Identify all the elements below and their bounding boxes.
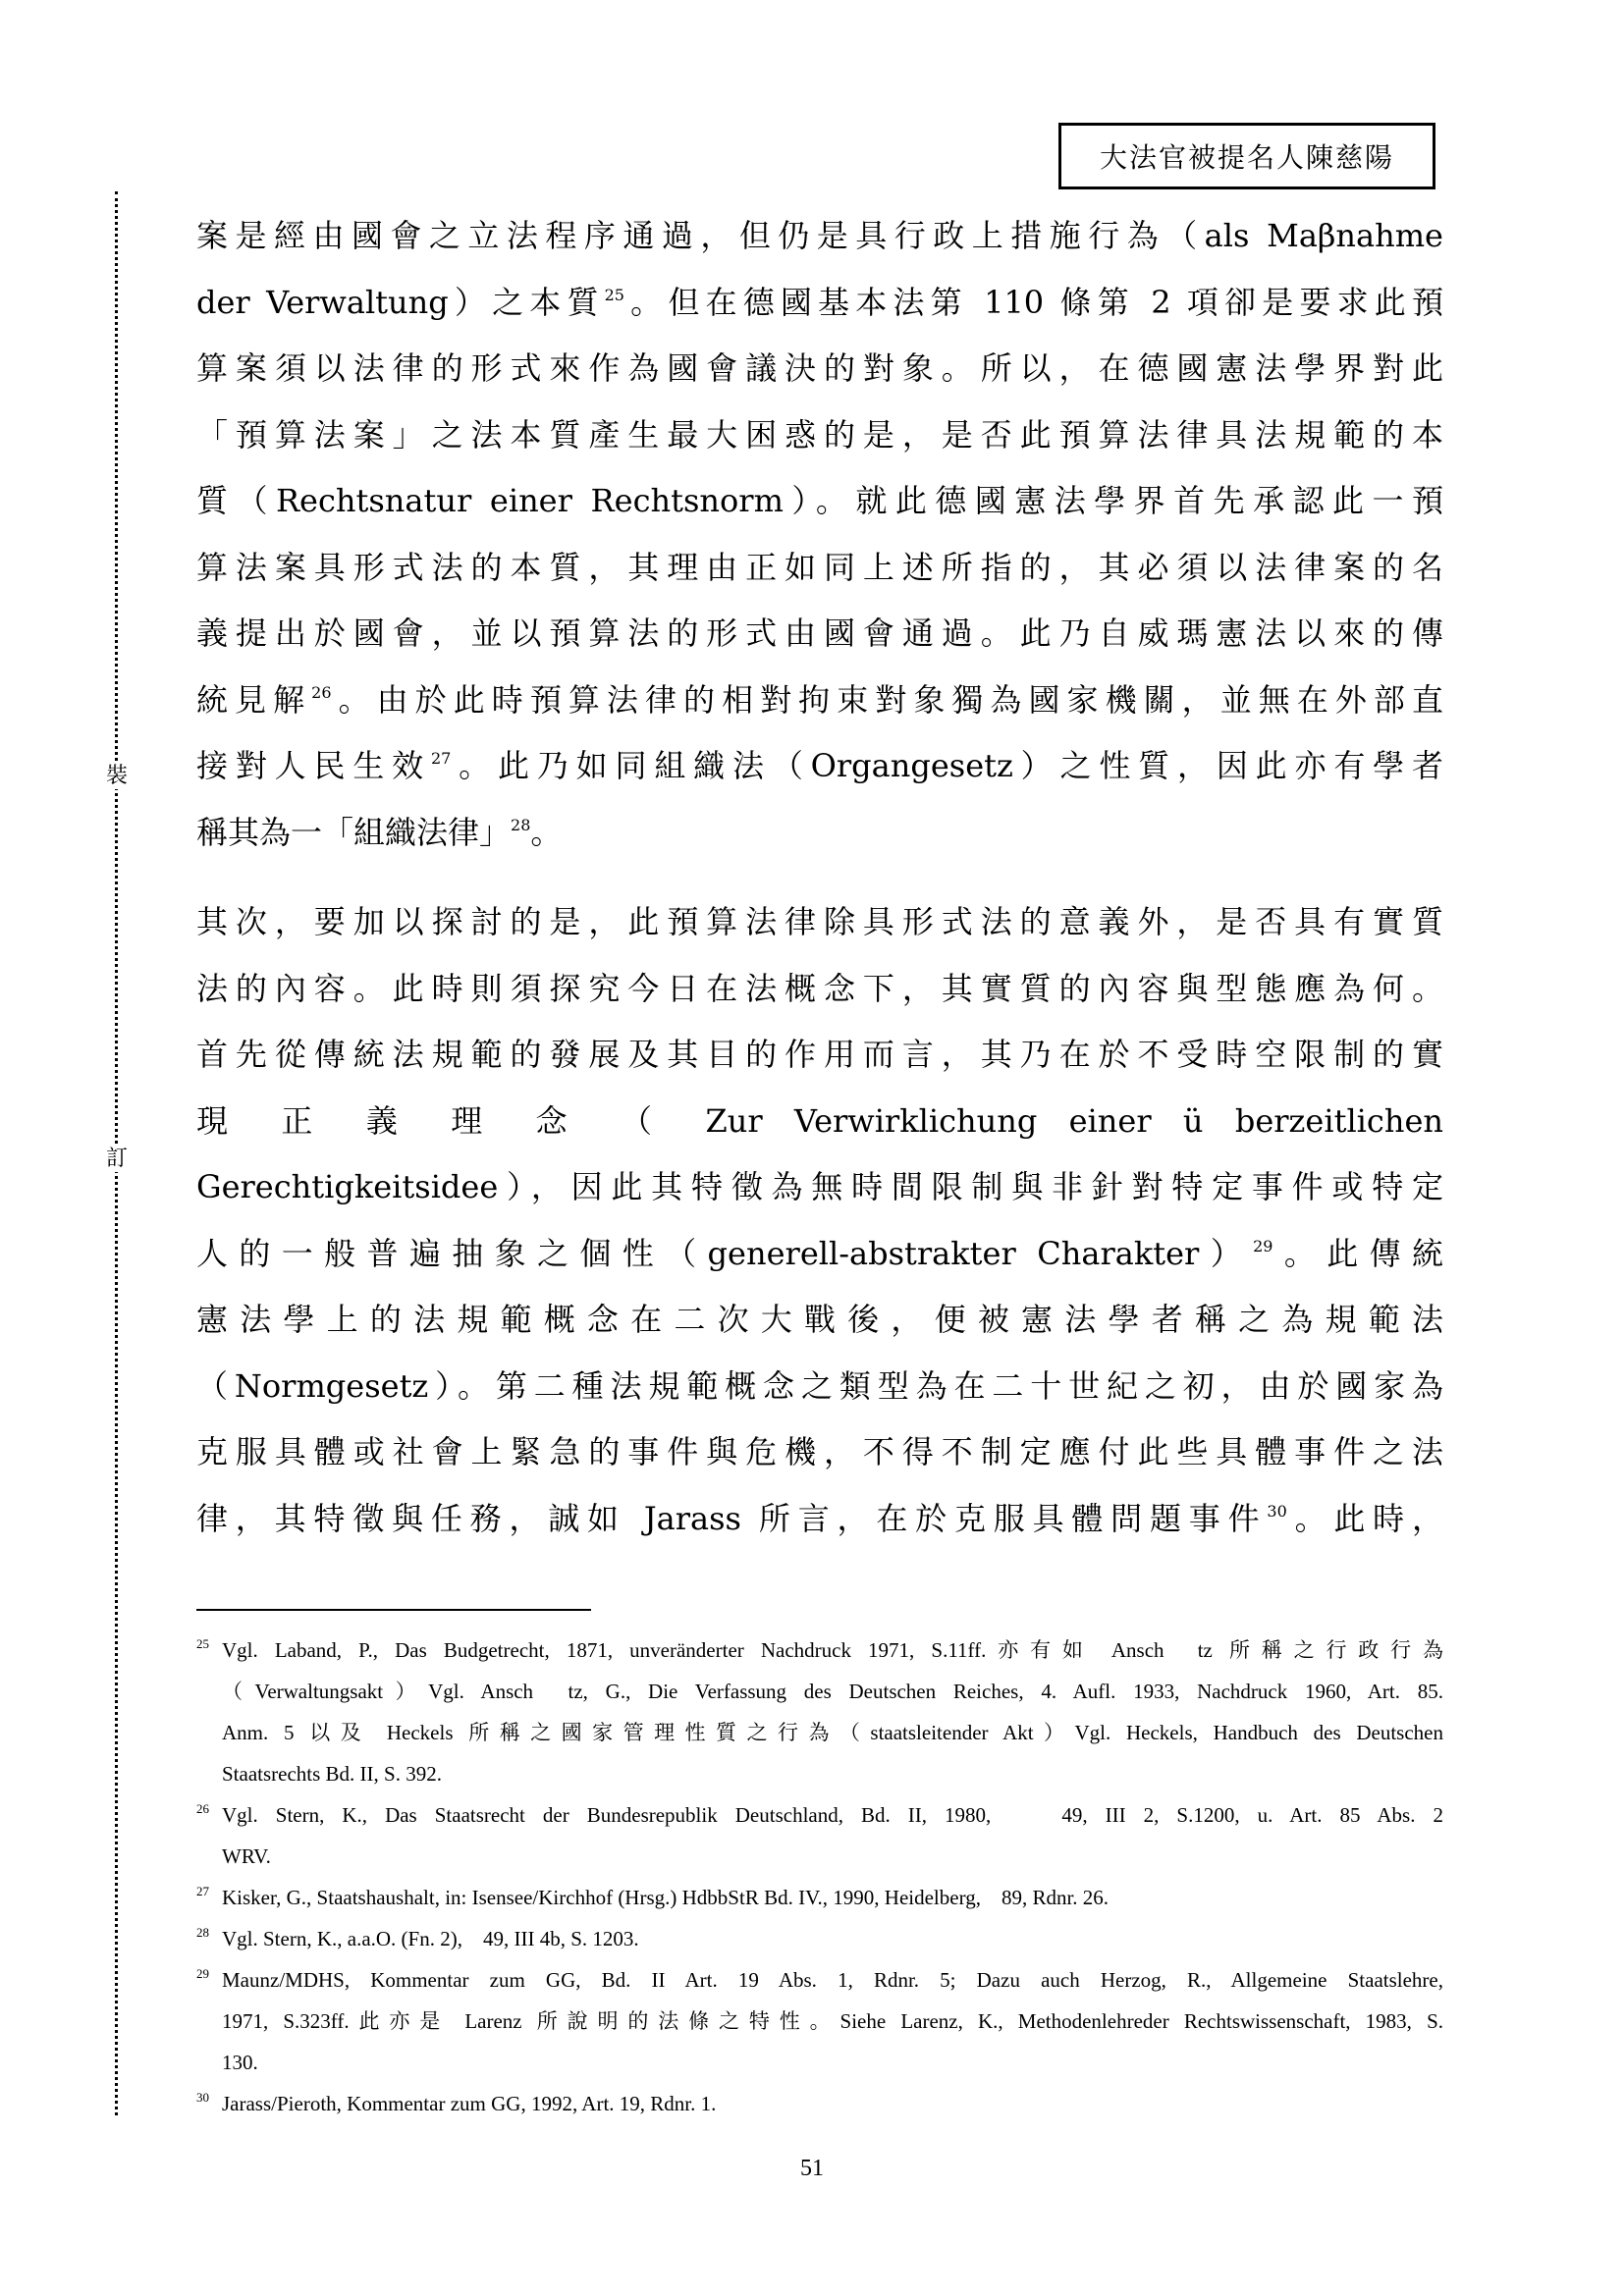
text-line — [196, 1486, 1443, 1553]
text-segment: der Verwaltung）之本質 — [196, 283, 605, 321]
text-segment: 人的一般普遍抽象之個性（generell-abstrakter Charakter） — [196, 1234, 1254, 1272]
text-line — [196, 1022, 1443, 1089]
text-segment: 統見解 — [196, 680, 312, 719]
text-line — [196, 203, 1443, 270]
text-segment: 。 — [530, 813, 563, 851]
footnote-number: 26 — [196, 1801, 209, 1816]
text-line — [196, 1419, 1443, 1486]
text-line — [196, 667, 1443, 734]
text-segment: 現 正 義 理 念 （ Zur Verwirklichung einer ü berzeitlichen — [196, 1101, 1443, 1140]
text-segment: 克服具體或社會上緊急的事件與危機，不得不制定應付此些具體事件之法 — [196, 1433, 1443, 1470]
text-segment: 憲法學上的法規範概念在二次大戰後，便被憲法學者稱之為規範法 — [196, 1301, 1443, 1338]
text-line — [196, 956, 1443, 1023]
text-segment: 律，其特徵與任務，誠如 Jarass 所言，在於克服具體問題事件 — [196, 1499, 1268, 1537]
footnote-line — [196, 1712, 1443, 1753]
text-segment: 其次，要加以探討的是，此預算法律除具形式法的意義外，是否具有實質 — [196, 903, 1443, 940]
footnote-reference: 29 — [1253, 1236, 1273, 1255]
text-line — [196, 336, 1443, 402]
page-number: 51 — [800, 2156, 824, 2181]
text-segment: 算案須以法律的形式來作為國會議決的對象。所以，在德國憲法學界對此 — [196, 349, 1443, 387]
footnote-line — [196, 2042, 1443, 2083]
text-segment: 稱其為一「組織法律」 — [196, 813, 512, 851]
text-line — [196, 1089, 1443, 1155]
text-segment: Gerechtigkeitsidee），因此其特徵為無時間限制與非針對特定事件或特定 — [196, 1168, 1443, 1205]
footnote-line — [196, 1959, 1443, 2001]
footnote-text: Maunz/MDHS, Kommentar zum GG, Bd. II Art. 19 Abs. 1, Rdnr. 5; Dazu auch Herzog, R., Allgemeine Staatslehre, — [222, 1968, 1443, 1992]
footnote-number: 25 — [196, 1636, 209, 1651]
paragraph-1 — [196, 203, 1443, 866]
text-line — [196, 1287, 1443, 1354]
text-line — [196, 733, 1443, 800]
text-segment: 案是經由國會之立法程序通過，但仍是具行政上措施行為（als Maβnahme — [196, 217, 1443, 254]
footnote-text: Staatsrechts Bd. II, S. 392. — [222, 1762, 442, 1786]
footnote-reference: 28 — [511, 815, 531, 834]
footnote-reference: 30 — [1267, 1501, 1287, 1521]
footnote-number: 28 — [196, 1925, 209, 1940]
footnote-text: Vgl. Laband, P., Das Budgetrecht, 1871, unveränderter Nachdruck 1971, S.11ff.亦有如 Ansch tz 所稱之行政行為 — [222, 1638, 1443, 1662]
text-segment: 接對人民生效 — [196, 747, 431, 784]
footnote-line — [196, 2083, 1443, 2124]
text-line — [196, 270, 1443, 337]
text-segment: 。此傳統 — [1272, 1234, 1443, 1272]
footnote-line — [196, 2001, 1443, 2042]
footnotes — [196, 1629, 1443, 2124]
footnote-line — [196, 1877, 1443, 1918]
text-segment: 首先從傳統法規範的發展及其目的作用而言，其乃在於不受時空限制的實 — [196, 1036, 1443, 1073]
text-segment: 義提出於國會，並以預算法的形式由國會通過。此乃自威瑪憲法以來的傳 — [196, 614, 1443, 652]
footnote-line — [196, 1836, 1443, 1877]
footnote-reference: 26 — [311, 682, 332, 702]
footnote-text: Kisker, G., Staatshaushalt, in: Isensee/Kirchhof (Hrsg.) HdbbStR Bd. IV., 1990, Heidelberg, 89, Rdnr. 26. — [222, 1886, 1110, 1909]
footnote-reference: 25 — [604, 285, 624, 304]
text-line — [196, 1154, 1443, 1221]
text-segment: 。此時， — [1286, 1499, 1443, 1537]
text-segment: 算法案具形式法的本質，其理由正如同上述所指的，其必須以法律案的名 — [196, 548, 1443, 586]
text-line — [196, 535, 1443, 602]
text-line — [196, 601, 1443, 667]
footnote-text: Anm. 5 以及 Heckels 所稱之國家管理性質之行為（staatsleitender Akt）Vgl. Heckels, Handbuch des Deutschen — [222, 1721, 1443, 1744]
text-line — [196, 889, 1443, 956]
text-segment: 「預算法案」之法本質產生最大困惑的是，是否此預算法律具法規範的本 — [196, 415, 1443, 454]
running-header: 大法官被提名人陳慈陽 — [1058, 123, 1435, 189]
footnote-text: 1971, S.323ff.此亦是 Larenz 所說明的法條之特性。Siehe Larenz, K., Methodenlehreder Rechtswissenschaft, 1983, S. — [222, 2009, 1443, 2033]
text-segment: （Normgesetz）。第二種法規範概念之類型為在二十世紀之初，由於國家為 — [196, 1366, 1443, 1405]
footnote-number: 30 — [196, 2090, 209, 2105]
footnote-line — [196, 1918, 1443, 1959]
text-line — [196, 1354, 1443, 1420]
text-line — [196, 402, 1443, 469]
text-segment: 。由於此時預算法律的相對拘束對象獨為國家機關，並無在外部直 — [331, 680, 1443, 719]
footnote-number: 27 — [196, 1884, 209, 1898]
footnote-number: 29 — [196, 1966, 209, 1981]
footnote-line — [196, 1794, 1443, 1836]
footnote-text: 130. — [222, 2051, 258, 2074]
text-line — [196, 1221, 1443, 1288]
footnote-text: WRV. — [222, 1844, 271, 1868]
footnote-separator — [196, 1609, 591, 1611]
footnote-text: Vgl. Stern, K., Das Staatsrecht der Bundesrepublik Deutschland, Bd. II, 1980, 49, III 2, S.1200, u. Art. 85 Abs. 2 — [222, 1803, 1443, 1827]
text-segment: 質（Rechtsnatur einer Rechtsnorm）。就此德國憲法學界首先承認此一預 — [196, 482, 1443, 519]
text-line — [196, 468, 1443, 535]
binding-label-ding: 訂 — [102, 1147, 132, 1172]
footnote-text: Jarass/Pieroth, Kommentar zum GG, 1992, Art. 19, Rdnr. 1. — [222, 2092, 717, 2115]
footnote-text: （Verwaltungsakt）Vgl. Ansch tz, G., Die Verfassung des Deutschen Reiches, 4. Aufl. 1933, Nachdruck 1960, Art. 85. — [222, 1680, 1443, 1703]
text-segment: 。但在德國基本法第 110 條第 2 項卻是要求此預 — [623, 283, 1443, 321]
text-line — [196, 800, 1443, 867]
text-segment: 法的內容。此時則須探究今日在法概念下，其實質的內容與型態應為何。 — [196, 969, 1443, 1007]
footnote-line — [196, 1753, 1443, 1794]
footnote-line — [196, 1671, 1443, 1712]
paragraph-2 — [196, 889, 1443, 1552]
footnote-line — [196, 1629, 1443, 1671]
binding-label-zhuang: 裝 — [102, 764, 132, 789]
footnote-text: Vgl. Stern, K., a.a.O. (Fn. 2), 49, III 4b, S. 1203. — [222, 1927, 639, 1950]
text-segment: 。此乃如同組織法（Organgesetz）之性質，因此亦有學者 — [451, 747, 1443, 784]
footnote-reference: 27 — [430, 749, 452, 769]
